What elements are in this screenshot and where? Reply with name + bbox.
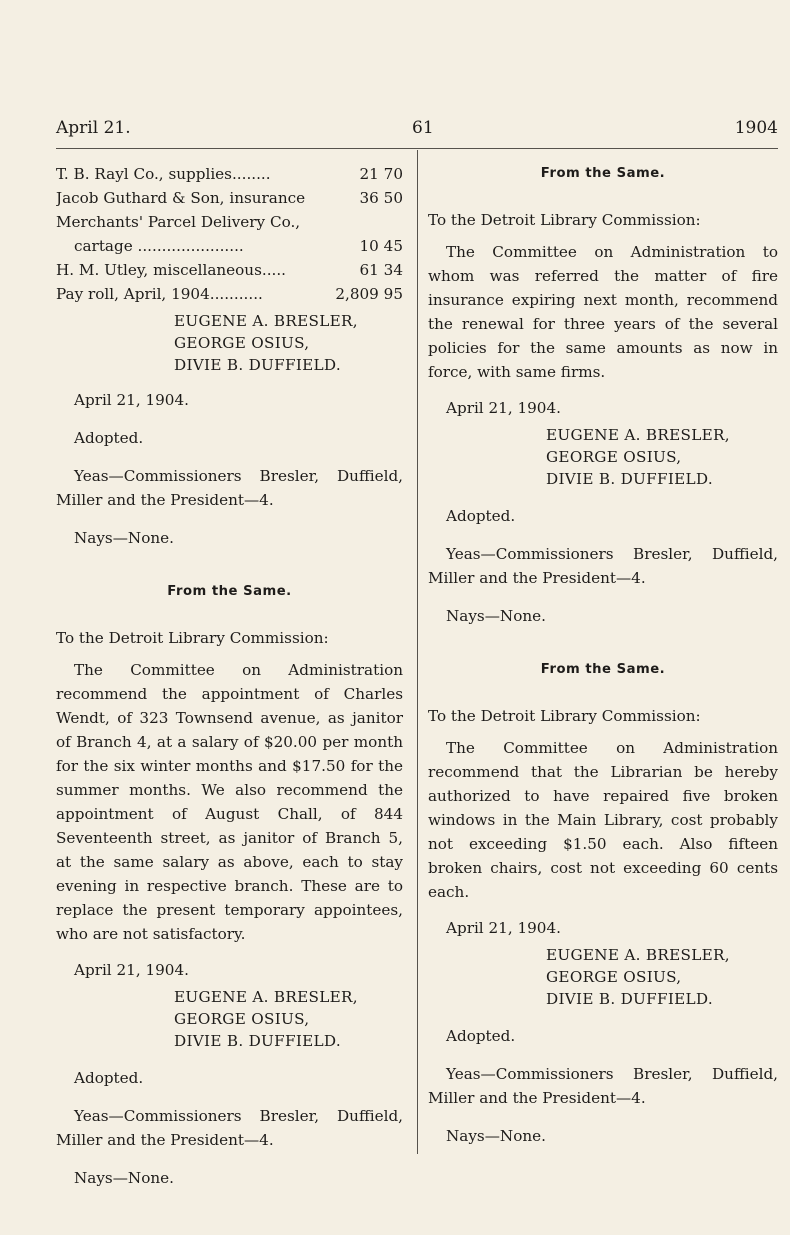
header-date: April 21. xyxy=(56,118,131,138)
expense-item: Pay roll, April, 1904........... 2,809 95 xyxy=(56,285,403,303)
signature-block: EUGENE A. BRESLER, GEORGE OSIUS, DIVIE B. DUFFIELD. xyxy=(174,312,358,374)
yeas-vote: Yeas—Commissioners Bresler, Duffield, Miller and the President—4. xyxy=(56,467,403,509)
salutation: To the Detroit Library Commission: xyxy=(428,211,701,229)
section-heading: From the Same. xyxy=(540,166,666,181)
header-rule xyxy=(56,148,778,149)
adopted-note: Adopted. xyxy=(74,429,144,447)
running-header xyxy=(56,118,778,148)
yeas-vote: Yeas—Commissioners Bresler, Duffield, Miller and the President—4. xyxy=(428,545,778,587)
report-body: The Committee on Administration to whom was referred the matter of fire insurance expiring next month, recommend the renewal for three years of the several policies for the same amounts as now in force, with same firms. xyxy=(428,243,778,381)
report-body: The Committee on Administration recommend that the Librarian be hereby authorized to have repaired five broken windows in the Main Library, cost probably not exceeding $1.50 each. Also fifteen broken chairs, cost not exceeding 60 cents each. xyxy=(428,739,778,901)
nays-vote: Nays—None. xyxy=(74,1169,174,1187)
signature-block: EUGENE A. BRESLER, GEORGE OSIUS, DIVIE B. DUFFIELD. xyxy=(174,988,358,1050)
adopted-note: Adopted. xyxy=(446,1027,516,1045)
left-column xyxy=(56,162,403,1190)
signature-block: EUGENE A. BRESLER, GEORGE OSIUS, DIVIE B. DUFFIELD. xyxy=(546,426,730,488)
report-date: April 21, 1904. xyxy=(74,961,189,979)
section-heading: From the Same. xyxy=(167,584,292,599)
adopted-note: Adopted. xyxy=(446,507,516,525)
nays-vote: Nays—None. xyxy=(74,529,174,547)
report-date: April 21, 1904. xyxy=(74,391,189,409)
salutation: To the Detroit Library Commission: xyxy=(56,629,329,647)
nays-vote: Nays—None. xyxy=(446,607,546,625)
salutation: To the Detroit Library Commission: xyxy=(428,707,701,725)
column-divider xyxy=(417,150,418,1154)
adopted-note: Adopted. xyxy=(74,1069,144,1087)
section-heading: From the Same. xyxy=(540,662,666,677)
expense-item: H. M. Utley, miscellaneous..... 61 34 xyxy=(56,261,403,279)
report-body: The Committee on Administration recommend the appointment of Charles Wendt, of 323 Townsend avenue, as janitor of Branch 4, at a salary of $20.00 per month for the six winter months and $17.50 for the summer months. We also recommend the appointment of August Chall, of 844 Seventeenth street, as janitor of Branch 5, at the same salary as above, each to stay evening in respective branch. These are to replace the present temporary appointees, who are not satisfactory. xyxy=(56,661,403,943)
nays-vote: Nays—None. xyxy=(446,1127,546,1145)
signature-block: EUGENE A. BRESLER, GEORGE OSIUS, DIVIE B. DUFFIELD. xyxy=(546,946,730,1008)
expense-item: T. B. Rayl Co., supplies........ 21 70 xyxy=(56,165,403,183)
expense-item: Jacob Guthard & Son, insurance 36 50 xyxy=(56,189,403,207)
report-date: April 21, 1904. xyxy=(446,399,561,417)
page-number: 61 xyxy=(412,118,434,138)
header-year: 1904 xyxy=(734,118,778,138)
expense-item: Merchants' Parcel Delivery Co., xyxy=(56,213,301,231)
expense-item: cartage ...................... 10 45 xyxy=(74,237,403,255)
yeas-vote: Yeas—Commissioners Bresler, Duffield, Miller and the President—4. xyxy=(56,1107,403,1149)
report-date: April 21, 1904. xyxy=(446,919,561,937)
yeas-vote: Yeas—Commissioners Bresler, Duffield, Miller and the President—4. xyxy=(428,1065,778,1107)
right-column xyxy=(428,162,778,1148)
